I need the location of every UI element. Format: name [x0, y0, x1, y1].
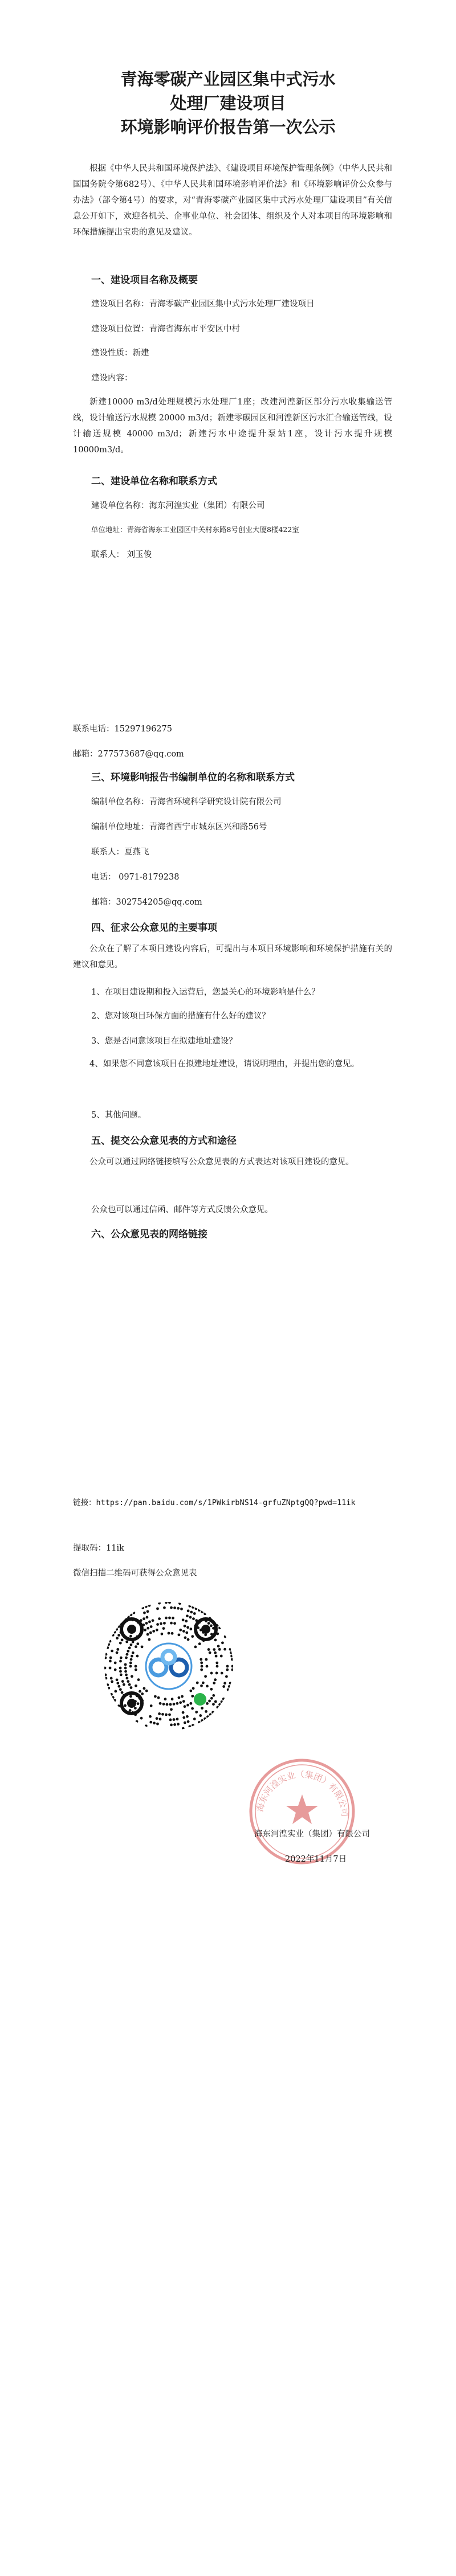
builder-name: 建设单位名称：海东河湟实业（集团）有限公司 [91, 501, 265, 510]
editor-contact: 联系人：夏燕飞 [91, 848, 149, 857]
opinion-item-3: 3、您是否同意该项目在拟建地址建设？ [91, 1037, 237, 1046]
editor-name: 编制单位名称：青海省环境科学研究设计院有限公司 [91, 798, 282, 807]
opinion-item-5: 5、其他问题。 [91, 1111, 146, 1120]
project-nature: 建设性质：新建 [91, 349, 149, 358]
document-title [0, 67, 456, 139]
section-2-heading: 二、建设单位名称和联系方式 [91, 476, 217, 487]
section-1-heading: 一、建设项目名称及概要 [91, 275, 198, 286]
title-line-1: 青海零碳产业园区集中式污水 [120, 69, 336, 89]
opinion-item-1: 1、在项目建设期和投入运营后，您最关心的环境影响是什么？ [91, 988, 320, 997]
section-4-heading: 四、征求公众意见的主要事项 [91, 922, 217, 934]
survey-link[interactable]: 链接：https://pan.baidu.com/s/1PWkirbNS14-grfuZNptgQQ?pwd=11ik [73, 1498, 356, 1507]
svg-text:海东河湟实业（集团）有限公司: 海东河湟实业（集团）有限公司 [254, 1769, 351, 1817]
builder-email: 邮箱：277573687@qq.com [73, 750, 184, 759]
project-content-label: 建设内容： [91, 374, 133, 383]
submit-method-1: 公众可以通过网络链接填写公众意见表的方式表达对该项目建设的意见。 [89, 1158, 354, 1167]
title-line-2: 处理厂建设项目 [170, 93, 286, 113]
builder-address: 单位地址：青海省海东工业园区中关村东路8号创业大厦8楼422室 [91, 525, 299, 534]
editor-email: 邮箱：302754205@qq.com [91, 898, 202, 907]
signature-company: 海东河湟实业（集团）有限公司 [254, 1830, 370, 1839]
company-seal [245, 1755, 359, 1868]
builder-contact: 联系人： 刘玉俊 [91, 550, 152, 559]
editor-address: 编制单位地址：青海省西宁市城东区兴和路56号 [91, 823, 267, 832]
title-line-3: 环境影响评价报告第一次公示 [120, 117, 336, 137]
opinion-item-2: 2、您对该项目环保方面的措施有什么好的建议？ [91, 1012, 270, 1021]
opinion-item-4: 4、如果您不同意该项目在拟建地址建设，请说明理由，并提出您的意见。 [89, 1060, 360, 1069]
section-3-heading: 三、环境影响报告书编制单位的名称和联系方式 [91, 772, 295, 783]
project-content: 新建10000 m3/d处理规模污水处理厂1座；改建河湟新区部分污水收集输送管线，设计输送污水规模 20000 m3/d；新建零碳园区和河湟新区污水汇合输送管线，设计输送规模 40000 m3/d；新建污水中途提升泵站1座，设计污水提升规模10000m3/d。 [73, 398, 392, 455]
intro-paragraph: 根据《中华人民共和国环境保护法》、《建设项目环境保护管理条例》（中华人民共和国国务院令第682号）、《中华人民共和国环境影响评价法》和《环境影响评价公众参与办法》（部令第4号）的要求，对“青海零碳产业园区集中式污水处理厂建设项目”有关信息公开如下，欢迎各机关、企事业单位、社会团体、组织及个人对本项目的环境影响和环保措施提出宝贵的意见及建议。 [73, 164, 392, 237]
section-5-heading: 五、提交公众意见表的方式和途径 [91, 1135, 237, 1147]
qr-caption: 微信扫描二维码可获得公众意见表 [73, 1569, 197, 1578]
builder-phone: 联系电话：15297196275 [73, 725, 172, 734]
extraction-code: 提取码：11ik [73, 1544, 124, 1553]
project-name: 建设项目名称：青海零碳产业园区集中式污水处理厂建设项目 [91, 300, 315, 309]
submit-method-2: 公众也可以通过信函、邮件等方式反馈公众意见。 [91, 1205, 273, 1215]
signature-date: 2022年11月7日 [285, 1855, 347, 1864]
project-location: 建设项目位置：青海省海东市平安区中村 [91, 325, 240, 334]
wechat-qr-code[interactable] [100, 1598, 237, 1735]
opinion-intro: 公众在了解了本项目建设内容后，可提出与本项目环境影响和环境保护措施有关的建议和意见。 [73, 944, 392, 970]
editor-phone: 电话： 0971-8179238 [91, 873, 180, 882]
section-6-heading: 六、公众意见表的网络链接 [91, 1229, 207, 1240]
